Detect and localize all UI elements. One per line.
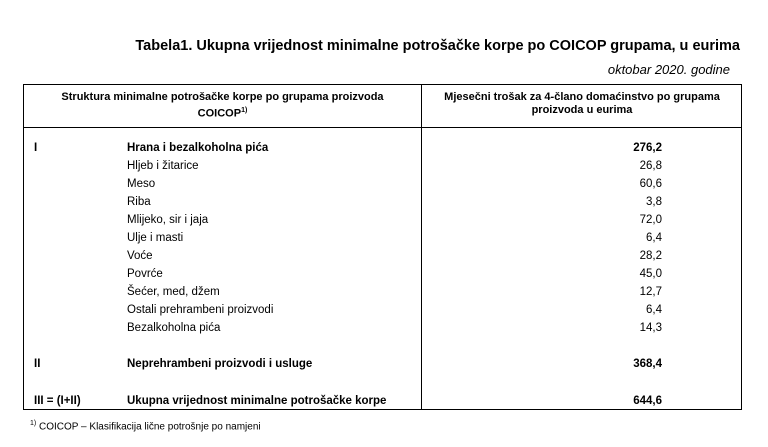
- row-name: Meso: [127, 178, 156, 190]
- header-cost-line1: Mjesečni trošak za 4-člano domaćinstvo po grupama: [444, 91, 720, 103]
- row-code: I: [34, 142, 38, 154]
- row-name: Ostali prehrambeni proizvodi: [127, 304, 274, 316]
- table-subtitle: oktobar 2020. godine: [607, 62, 730, 77]
- row-name: Riba: [127, 196, 151, 208]
- header-monthly-cost: [422, 91, 742, 117]
- row-name: Povrće: [127, 268, 163, 280]
- row-name: Voće: [127, 250, 153, 262]
- row-value: 368,4: [633, 358, 662, 370]
- table-row: [24, 355, 741, 373]
- header-cost-line2: proizvoda u eurima: [531, 104, 633, 116]
- row-code: II: [34, 358, 41, 370]
- table-row: [24, 193, 741, 211]
- table-row: [24, 247, 741, 265]
- row-value: 14,3: [639, 322, 662, 334]
- table-row: [24, 283, 741, 301]
- table-row: [24, 301, 741, 319]
- row-value: 26,8: [639, 160, 662, 172]
- header-structure: [24, 91, 421, 121]
- footnote-mark: 1): [30, 420, 37, 427]
- table-row: [24, 392, 741, 410]
- table-title-text: Tabela1. Ukupna vrijednost minimalne potrošačke korpe po COICOP grupama, u eurima: [135, 38, 740, 54]
- row-value: 28,2: [639, 250, 662, 262]
- data-table: [23, 84, 742, 410]
- row-value: 12,7: [639, 286, 662, 298]
- row-name: Hrana i bezalkoholna pića: [127, 142, 269, 154]
- footnote: [30, 420, 261, 432]
- table-row: [24, 229, 741, 247]
- row-value: 45,0: [639, 268, 662, 280]
- row-name: Ukupna vrijednost minimalne potrošačke korpe: [127, 395, 387, 407]
- header-structure-line1: Struktura minimalne potrošačke korpe po grupama proizvoda: [61, 91, 384, 103]
- header-structure-coicop: COICOP: [197, 107, 242, 120]
- table-row: [24, 139, 741, 157]
- row-name: Šećer, med, džem: [127, 286, 220, 298]
- row-value: 6,4: [646, 304, 662, 316]
- table-row: [24, 157, 741, 175]
- row-name: Bezalkoholna pića: [127, 322, 221, 334]
- row-value: 72,0: [639, 214, 662, 226]
- row-name: Neprehrambeni proizvodi i usluge: [127, 358, 313, 370]
- row-name: Mlijeko, sir i jaja: [127, 214, 209, 226]
- row-name: Hljeb i žitarice: [127, 160, 199, 172]
- table-row: [24, 265, 741, 283]
- table-row: [24, 175, 741, 193]
- header-divider: [24, 127, 741, 128]
- row-value: 3,8: [646, 196, 662, 208]
- table-row: [24, 211, 741, 229]
- header-footnote-mark: 1): [241, 107, 248, 114]
- row-value: 276,2: [633, 142, 662, 154]
- row-value: 644,6: [633, 395, 662, 407]
- row-code: III = (I+II): [34, 395, 81, 407]
- header-structure-line2: [24, 104, 421, 121]
- footnote-text: COICOP – Klasifikacija lične potrošnje po namjeni: [36, 421, 261, 433]
- row-value: 6,4: [646, 232, 662, 244]
- row-value: 60,6: [639, 178, 662, 190]
- row-name: Ulje i masti: [127, 232, 184, 244]
- table-row: [24, 319, 741, 337]
